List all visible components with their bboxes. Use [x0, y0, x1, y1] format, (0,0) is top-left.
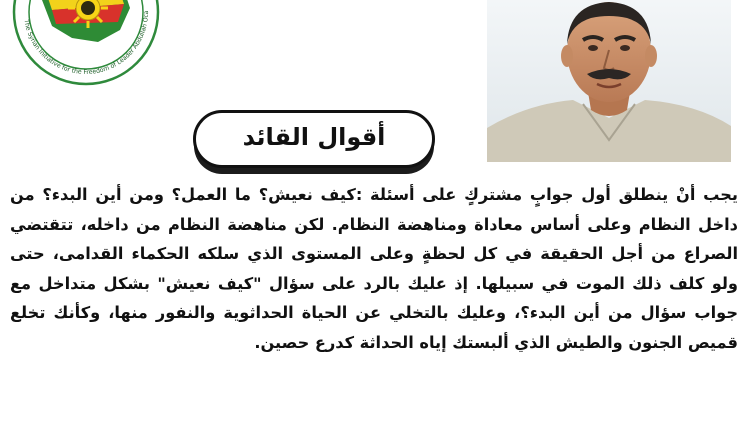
page-title: أقوال القائد	[242, 123, 386, 151]
organization-logo	[12, 0, 160, 86]
logo-emblem-icon	[12, 0, 160, 86]
logo-inscription: The Syrian Initiative for the Freedom of Leader Abdullah Oca	[22, 10, 151, 76]
portrait-photo-icon	[487, 0, 731, 162]
leader-portrait-photo	[487, 0, 731, 162]
quote-text: يجب أنْ ينطلق أول جوابٍ مشتركٍ على أسئلة :كيف نعيش؟ ما العمل؟ ومن أين البدء؟ من داخل النظام وعلى أساس معاداة ومناهضة النظام. لكن مناهضة النظام من داخله، تتقتضي الصراع من أجل الحقيقة في كل لحظةٍ وعلى المستوى الذي سلكه الحكماء القدامى، حتى ولو كلف ذلك الموت في سبيلها. إذ عليك بالرد على سؤال "كيف نعيش" بشكل متداخل مع جواب سؤال من أين البدء؟، وعليك بالتخلي عن الحياة الحداثوية والنفور منها، وكأنك تخلع قميص الجنون والطيش الذي ألبستك إياه الحداثة كدرع حصين.	[10, 185, 738, 352]
title-badge	[193, 110, 435, 168]
